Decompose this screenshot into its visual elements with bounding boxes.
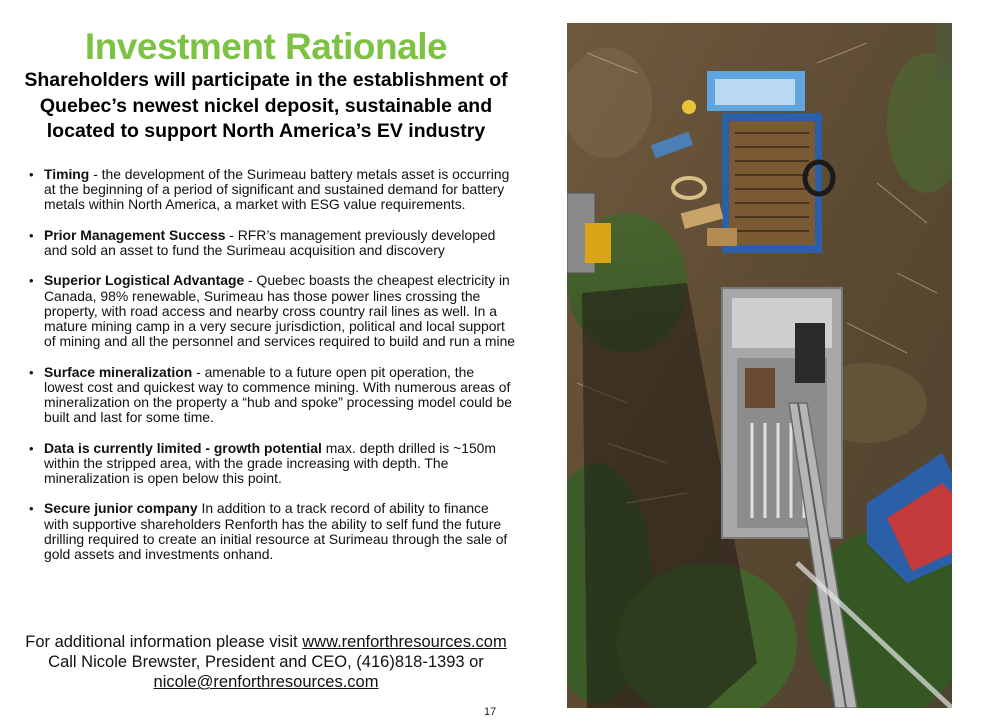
contact-block — [0, 632, 532, 692]
list-item — [26, 501, 516, 562]
bullet-icon: • — [29, 227, 34, 243]
bullet-icon: • — [29, 501, 34, 517]
bullet-icon: • — [29, 440, 34, 456]
subtitle: Shareholders will participate in the establishment of Quebec’s newest nickel deposit, sustainable and located to support North America’s EV industry — [24, 69, 508, 142]
bullet-text: - RFR’s management previously developed and sold an asset to fund the Surimeau acquisition and discovery — [44, 226, 496, 258]
list-item — [26, 228, 516, 258]
rationale-list — [26, 167, 516, 577]
page-title: Investment Rationale — [84, 26, 448, 67]
bullet-heading: Prior Management Success — [44, 226, 226, 243]
contact-line-phone: Call Nicole Brewster, President and CEO, (416)818-1393 or — [48, 653, 484, 671]
bullet-icon: • — [29, 167, 34, 182]
contact-line-email — [0, 672, 532, 692]
bullet-heading: Surface mineralization — [44, 363, 193, 380]
bullet-icon: • — [29, 364, 34, 380]
page-number: 17 — [484, 706, 497, 718]
bullet-heading: Data is currently limited - growth potential — [44, 439, 322, 456]
bullet-text: In addition to a track record of ability to finance with supportive shareholders Renforth has the ability to self fund the future drilling required to create an initial resource at Surimeau through the sale of gold assets and investments onhand. — [44, 500, 508, 562]
list-item — [26, 167, 516, 213]
email-link[interactable]: nicole@renforthresources.com — [153, 673, 379, 691]
bullet-text: - amenable to a future open pit operation, the lowest cost and quickest way to commence mining. With numerous areas of mineralization on the property a “hub and spoke” processing model could be built and last for some time. — [44, 363, 512, 426]
bullet-text: - the development of the Surimeau battery metals asset is occurring at the beginning of a period of significant and sustained demand for battery metals within North America, a market with ESG value requirements. — [44, 166, 510, 213]
list-item — [26, 273, 516, 349]
bullet-text: max. depth drilled is ~150m within the stripped area, with the grade increasing with depth. The mineralization is open below this point. — [44, 439, 496, 486]
list-item — [26, 365, 516, 426]
bullet-heading: Superior Logistical Advantage — [44, 272, 245, 289]
bullet-heading: Timing — [44, 166, 90, 182]
contact-line-website — [0, 632, 532, 652]
contact-prefix: For additional information please visit — [25, 633, 303, 651]
website-link[interactable]: www.renforthresources.com — [302, 633, 507, 651]
drill-site-aerial-photo — [567, 23, 952, 708]
bullet-text: - Quebec boasts the cheapest electricity in Canada, 98% renewable, Surimeau has those power lines crossing the property, with road access and nearby cross country rail lines as well. In a mature mining camp in a very secure jurisdiction, political and local support of mining and all the personnel and services required to build and run a mine — [44, 272, 516, 350]
list-item — [26, 441, 516, 487]
bullet-icon: • — [29, 273, 34, 289]
bullet-heading: Secure junior company — [44, 500, 198, 517]
aerial-photo-illustration — [567, 23, 952, 708]
